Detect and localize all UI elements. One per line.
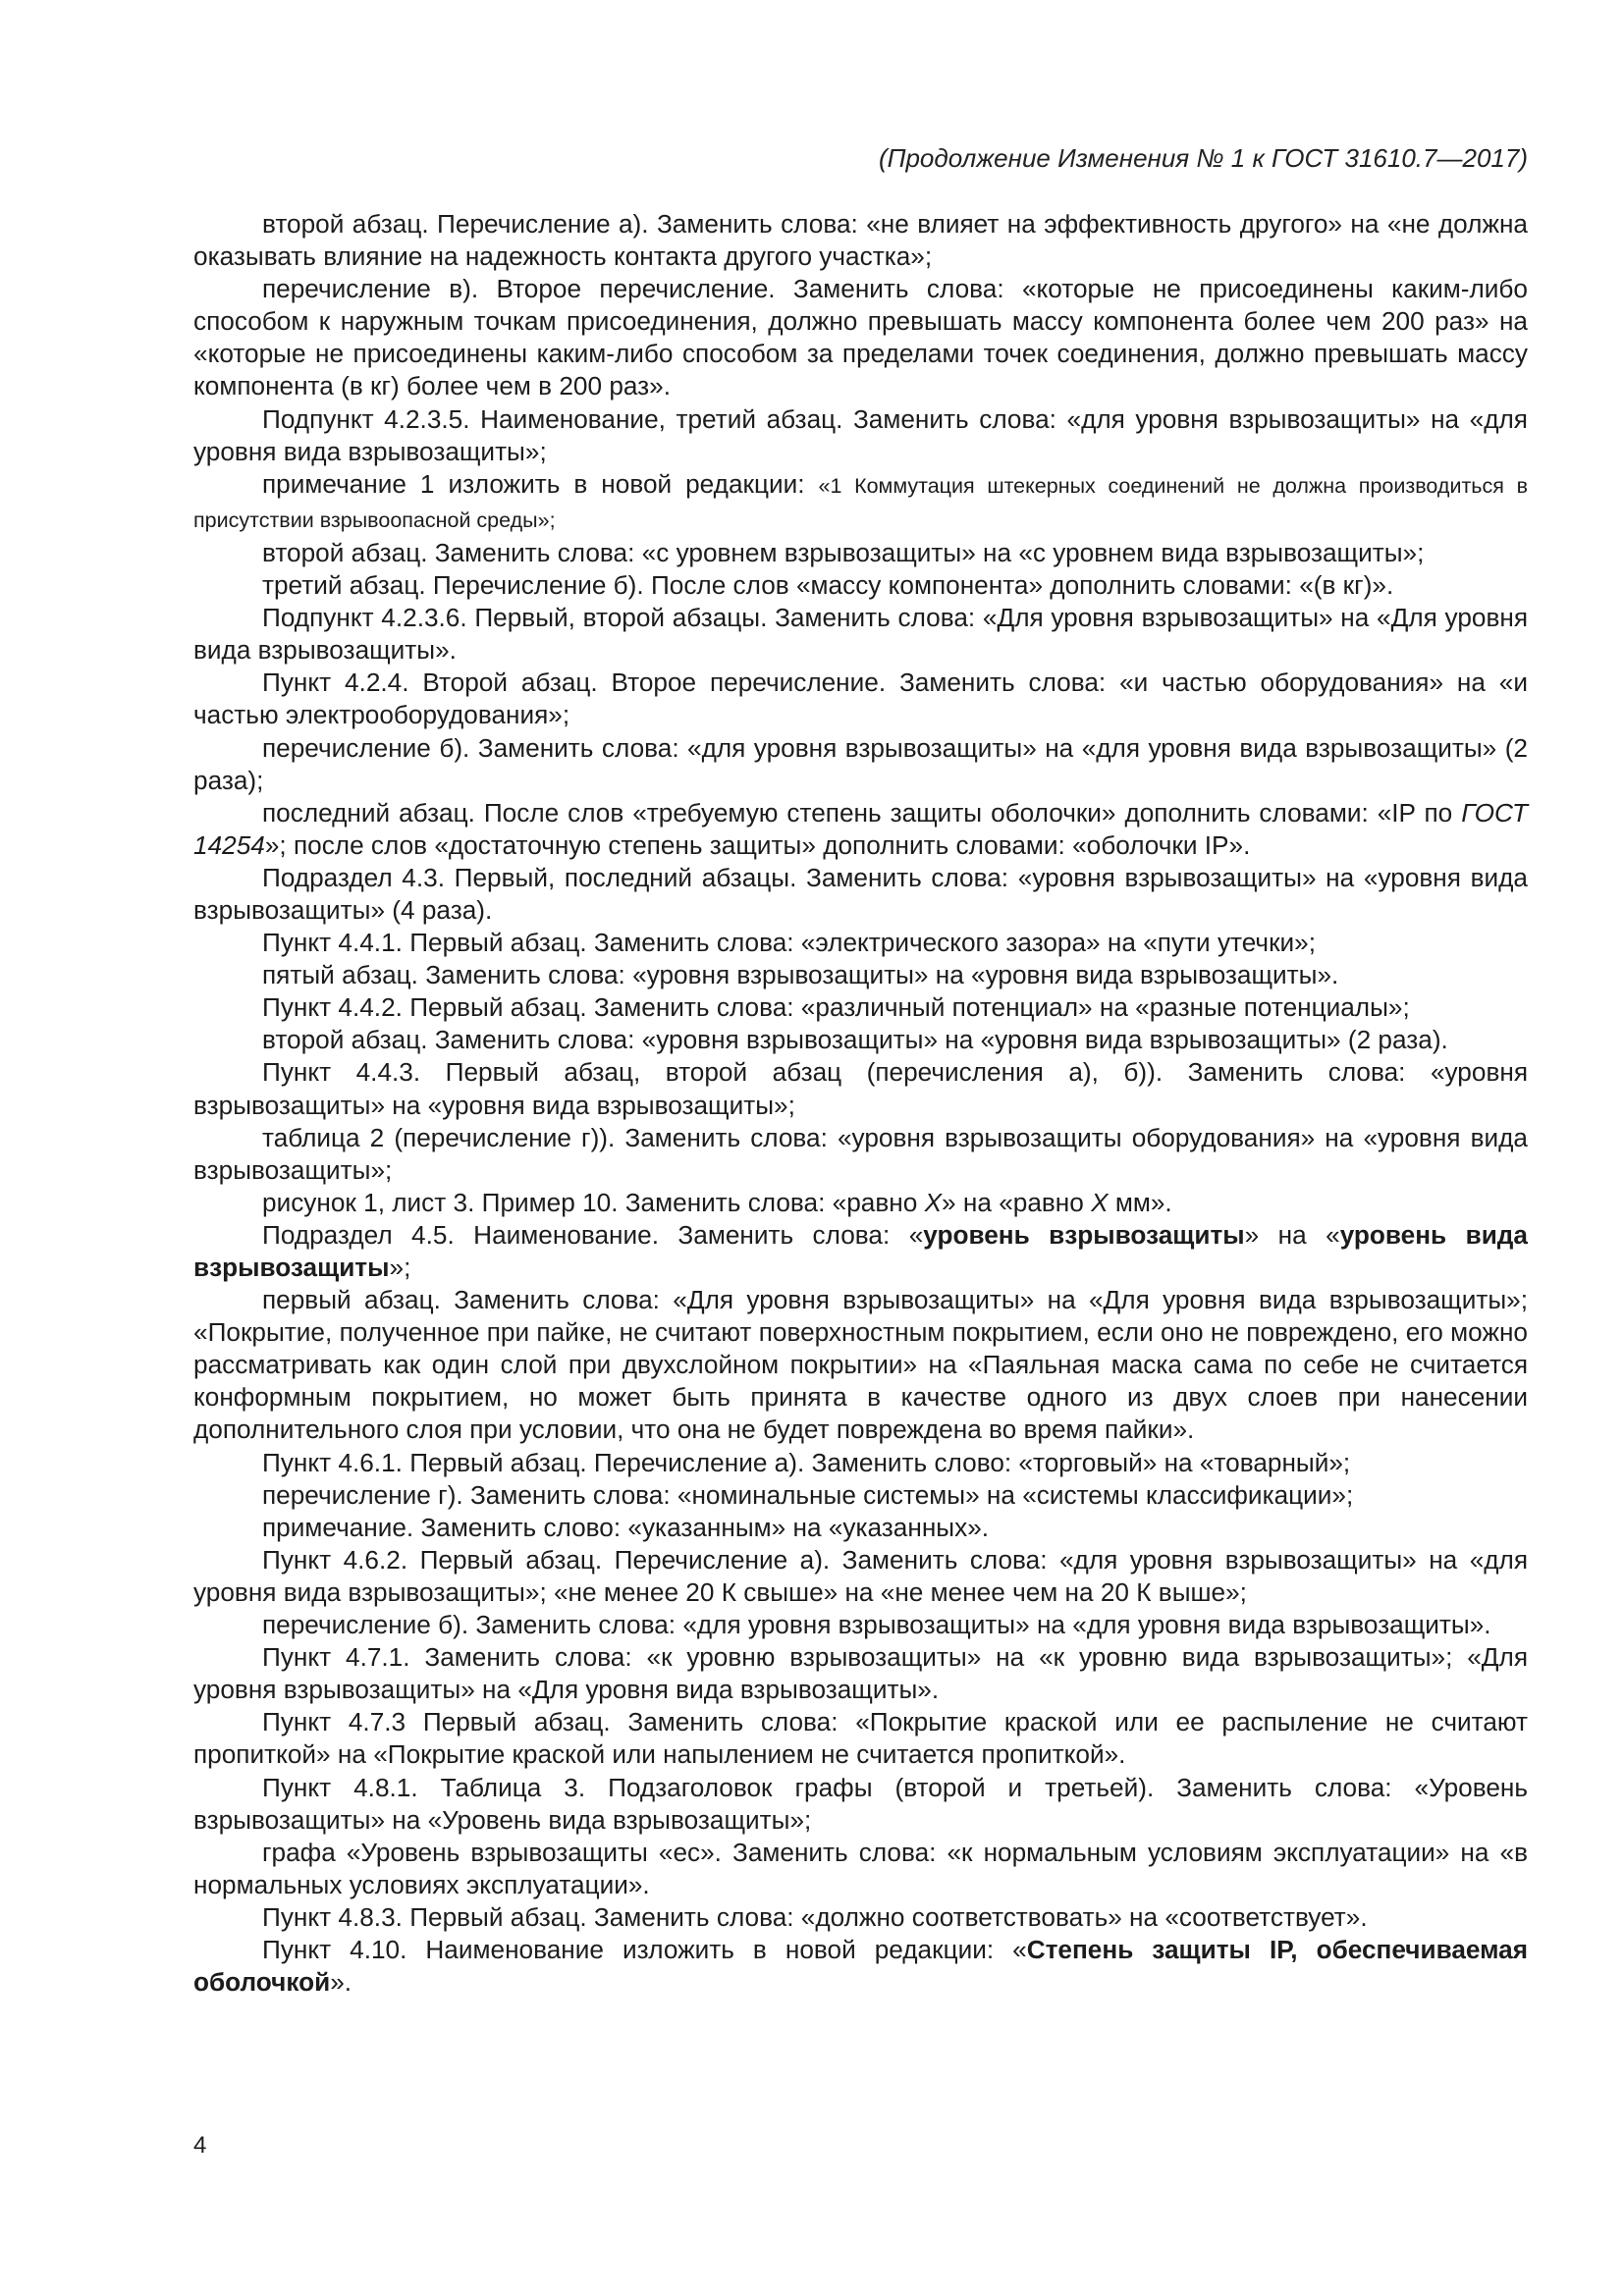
paragraph: Пункт 4.2.4. Второй абзац. Второе перечисление. Заменить слова: «и частью оборудования» на «и частью электрооборудования»; — [193, 667, 1528, 730]
paragraph: Подраздел 4.3. Первый, последний абзацы. Заменить слова: «уровня взрывозащиты» на «уровня вида взрывозащиты» (4 раза). — [193, 862, 1528, 925]
paragraph: Подпункт 4.2.3.6. Первый, второй абзацы. Заменить слова: «Для уровня взрывозащиты» на «Для уровня вида взрывозащиты». — [193, 603, 1528, 666]
page-number: 4 — [193, 2132, 207, 2159]
paragraph: второй абзац. Заменить слова: «уровня взрывозащиты» на «уровня вида взрывозащиты» (2 раза). — [262, 1025, 1448, 1055]
paragraph: Пункт 4.4.2. Первый абзац. Заменить слова: «различный потенциал» на «разные потенциалы»; — [262, 992, 1410, 1023]
paragraph: первый абзац. Заменить слова: «Для уровня взрывозащиты» на «Для уровня вида взрывозащиты»; «Покрытие, полученное при пайке, не считают поверхностным покрытием, если оно не повреждено, его можно рассматривать как один слой при двухслойном покрытии» на «Паяльная маска сама по себе не считается конформным покрытием, но может быть принята в качестве одного из двух слоев при нанесении дополнительного слоя при условии, что она не будет повреждена во время пайки». — [193, 1285, 1528, 1445]
paragraph: примечание. Заменить слово: «указанным» на «указанных». — [262, 1512, 990, 1542]
paragraph: Пункт 4.10. Наименование изложить в новой редакции: «Степень защиты IP, обеспечиваемая оболочкой». — [193, 1934, 1528, 1998]
paragraph: Пункт 4.7.3 Первый абзац. Заменить слова: «Покрытие краской или ее распыление не считают пропиткой» на «Покрытие краской или напылением не считается пропиткой». — [193, 1707, 1528, 1770]
paragraph: Подпункт 4.2.3.5. Наименование, третий абзац. Заменить слова: «для уровня взрывозащиты» на «для уровня вида взрывозащиты»; — [193, 403, 1528, 466]
paragraph: графа «Уровень взрывозащиты «ес». Заменить слова: «к нормальным условиям эксплуатации» на «в нормальных условиях эксплуатации». — [193, 1837, 1528, 1899]
paragraph: третий абзац. Перечисление б). После слов «массу компонента» дополнить словами: «(в кг)». — [262, 570, 1394, 601]
running-header: (Продолжение Изменения № 1 к ГОСТ 31610.7—2017) — [878, 143, 1528, 173]
paragraph: примечание 1 изложить в новой редакции: «1 Коммутация штекерных соединений не должна производиться в присутствии взрывоопасной среды»; — [193, 468, 1528, 532]
paragraph: перечисление г). Заменить слова: «номинальные системы» на «системы классификации»; — [262, 1479, 1354, 1510]
paragraph: перечисление б). Заменить слова: «для уровня взрывозащиты» на «для уровня вида взрывозащиты». — [262, 1610, 1491, 1640]
paragraph: Пункт 4.8.3. Первый абзац. Заменить слова: «должно соответствовать» на «соответствует». — [262, 1901, 1368, 1932]
paragraph: таблица 2 (перечисление г)). Заменить слова: «уровня взрывозащиты оборудования» на «уровня вида взрывозащиты»; — [193, 1122, 1528, 1185]
paragraph: Пункт 4.4.3. Первый абзац, второй абзац (перечисления а), б)). Заменить слова: «уровня взрывозащиты» на «уровня вида взрывозащиты»; — [193, 1057, 1528, 1120]
paragraph: перечисление б). Заменить слова: «для уровня взрывозащиты» на «для уровня вида взрывозащиты» (2 раза); — [193, 732, 1528, 795]
paragraph: перечисление в). Второе перечисление. Заменить слова: «которые не присоединены каким-либо способом к наружным точкам присоединения, должно превышать массу компонента более чем 200 раз» на «которые не присоединены каким-либо способом за пределами точек соединения, должно превышать массу компонента (в кг) более чем в 200 раз». — [193, 274, 1528, 401]
paragraph: рисунок 1, лист 3. Пример 10. Заменить слова: «равно X» на «равно X мм». — [262, 1187, 1172, 1217]
paragraph: второй абзац. Перечисление а). Заменить слова: «не влияет на эффективность другого» на «не должна оказывать влияние на надежность контакта другого участка»; — [193, 209, 1528, 272]
paragraph: второй абзац. Заменить слова: «с уровнем взрывозащиты» на «с уровнем вида взрывозащиты»; — [262, 537, 1425, 567]
paragraph: Подраздел 4.5. Наименование. Заменить слова: «уровень взрывозащиты» на «уровень вида взрывозащиты»; — [193, 1219, 1528, 1282]
paragraph: Пункт 4.6.2. Первый абзац. Перечисление а). Заменить слова: «для уровня взрывозащиты» на «для уровня вида взрывозащиты»; «не менее 20 К свыше» на «не менее чем на 20 К выше»; — [193, 1544, 1528, 1607]
document-body — [193, 208, 1528, 1999]
paragraph: пятый абзац. Заменить слова: «уровня взрывозащиты» на «уровня вида взрывозащиты». — [262, 960, 1339, 990]
paragraph: Пункт 4.7.1. Заменить слова: «к уровню взрывозащиты» на «к уровню вида взрывозащиты»; «Для уровня взрывозащиты» на «Для уровня вида взрывозащиты». — [193, 1642, 1528, 1705]
paragraph: Пункт 4.6.1. Первый абзац. Перечисление а). Заменить слово: «торговый» на «товарный»; — [262, 1447, 1351, 1477]
paragraph: Пункт 4.8.1. Таблица 3. Подзаголовок графы (второй и третьей). Заменить слова: «Уровень взрывозащиты» на «Уровень вида взрывозащиты»; — [193, 1772, 1528, 1835]
paragraph: последний абзац. После слов «требуемую степень защиты оболочки» дополнить словами: «IP по ГОСТ 14254»; после слов «достаточную степень защиты» дополнить словами: «оболочки IP». — [193, 797, 1528, 860]
paragraph: Пункт 4.4.1. Первый абзац. Заменить слова: «электрического зазора» на «пути утечки»; — [262, 928, 1316, 958]
